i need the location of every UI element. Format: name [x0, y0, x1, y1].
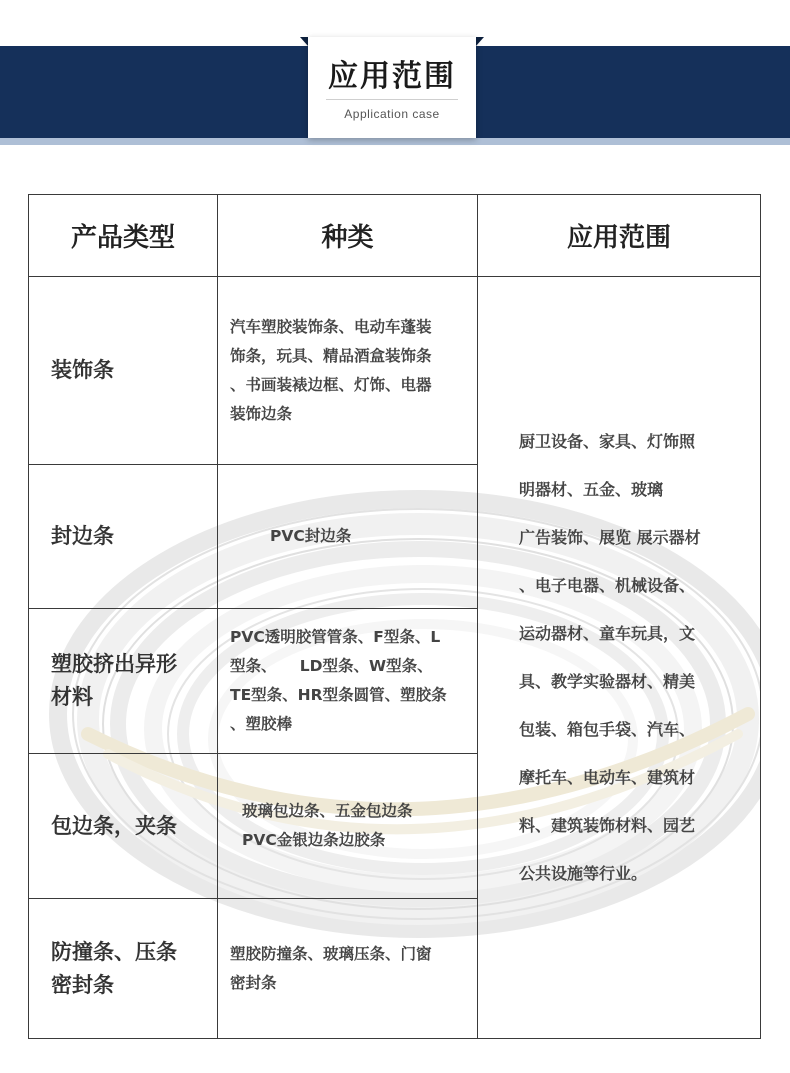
kind-text: 玻璃包边条、五金包边条 — [242, 802, 413, 820]
section-title: 应用范围 — [328, 59, 456, 94]
product-type-text: 塑胶挤出异形 — [51, 652, 177, 676]
kind-cell — [218, 609, 478, 754]
ribbon-fold-left — [300, 37, 308, 46]
application-text: 具、教学实验器材、精美 — [519, 671, 696, 691]
section-title-card — [308, 37, 476, 138]
application-text: 厨卫设备、家具、灯饰照 — [519, 431, 696, 451]
kind-text: PVC透明胶管管条、F型条、L — [230, 628, 441, 646]
kind-cell — [218, 465, 478, 609]
product-type-cell — [29, 609, 218, 754]
product-type-text: 包边条，夹条 — [51, 813, 177, 838]
kind-text: 型条、 LD型条、W型条、 — [230, 657, 433, 675]
application-text: 摩托车、电动车、建筑材 — [519, 767, 696, 787]
application-text: 广告装饰、展览 展示器材 — [519, 527, 701, 547]
product-type-text: 装饰条 — [51, 358, 114, 382]
application-text: 料、建筑装饰材料、园艺 — [519, 815, 696, 835]
product-type-text: 封边条 — [51, 524, 114, 548]
product-type-cell — [29, 899, 218, 1039]
product-application-table-wrapper — [28, 194, 760, 1038]
header-stripe — [0, 138, 790, 145]
kind-cell — [218, 899, 478, 1039]
table-header-row — [29, 195, 761, 277]
application-text: 运动器材、童车玩具，文 — [519, 623, 696, 643]
kind-text: TE型条、HR型条圆管、塑胶条 — [230, 686, 447, 704]
application-cell — [478, 277, 761, 1039]
column-header-kind: 种类 — [218, 195, 478, 277]
kind-text: 、书画装裱边框、灯饰、电器 — [230, 375, 432, 394]
product-type-text: 材料 — [51, 685, 93, 709]
product-type-text: 防撞条、压条 — [51, 939, 177, 964]
kind-cell — [218, 754, 478, 899]
application-text: 明器材、五金、玻璃 — [519, 479, 664, 499]
kind-text: 汽车塑胶装饰条、电动车蓬装 — [230, 317, 432, 336]
kind-text: 装饰边条 — [230, 404, 293, 423]
kind-text: 密封条 — [230, 973, 277, 992]
product-type-text: 密封条 — [51, 972, 114, 997]
column-header-product-type: 产品类型 — [29, 195, 218, 277]
title-divider — [326, 99, 458, 100]
product-type-cell — [29, 465, 218, 609]
section-subtitle: Application case — [344, 107, 440, 121]
product-application-table — [28, 194, 761, 1039]
application-text: 、电子电器、机械设备、 — [519, 575, 696, 595]
kind-text: PVC封边条 — [270, 527, 352, 545]
application-text: 包装、箱包手袋、汽车、 — [519, 719, 696, 739]
table-row — [29, 277, 761, 465]
column-header-application: 应用范围 — [478, 195, 761, 277]
kind-text: PVC金银边条边胶条 — [242, 831, 386, 849]
kind-cell — [218, 277, 478, 465]
kind-text: 、塑胶棒 — [230, 715, 293, 733]
kind-text: 塑胶防撞条、玻璃压条、门窗 — [230, 944, 432, 963]
product-type-cell — [29, 277, 218, 465]
application-text: 公共设施等行业。 — [519, 863, 648, 883]
product-type-cell — [29, 754, 218, 899]
kind-text: 饰条，玩具、精品酒盒装饰条 — [230, 346, 432, 365]
ribbon-fold-right — [476, 37, 484, 46]
